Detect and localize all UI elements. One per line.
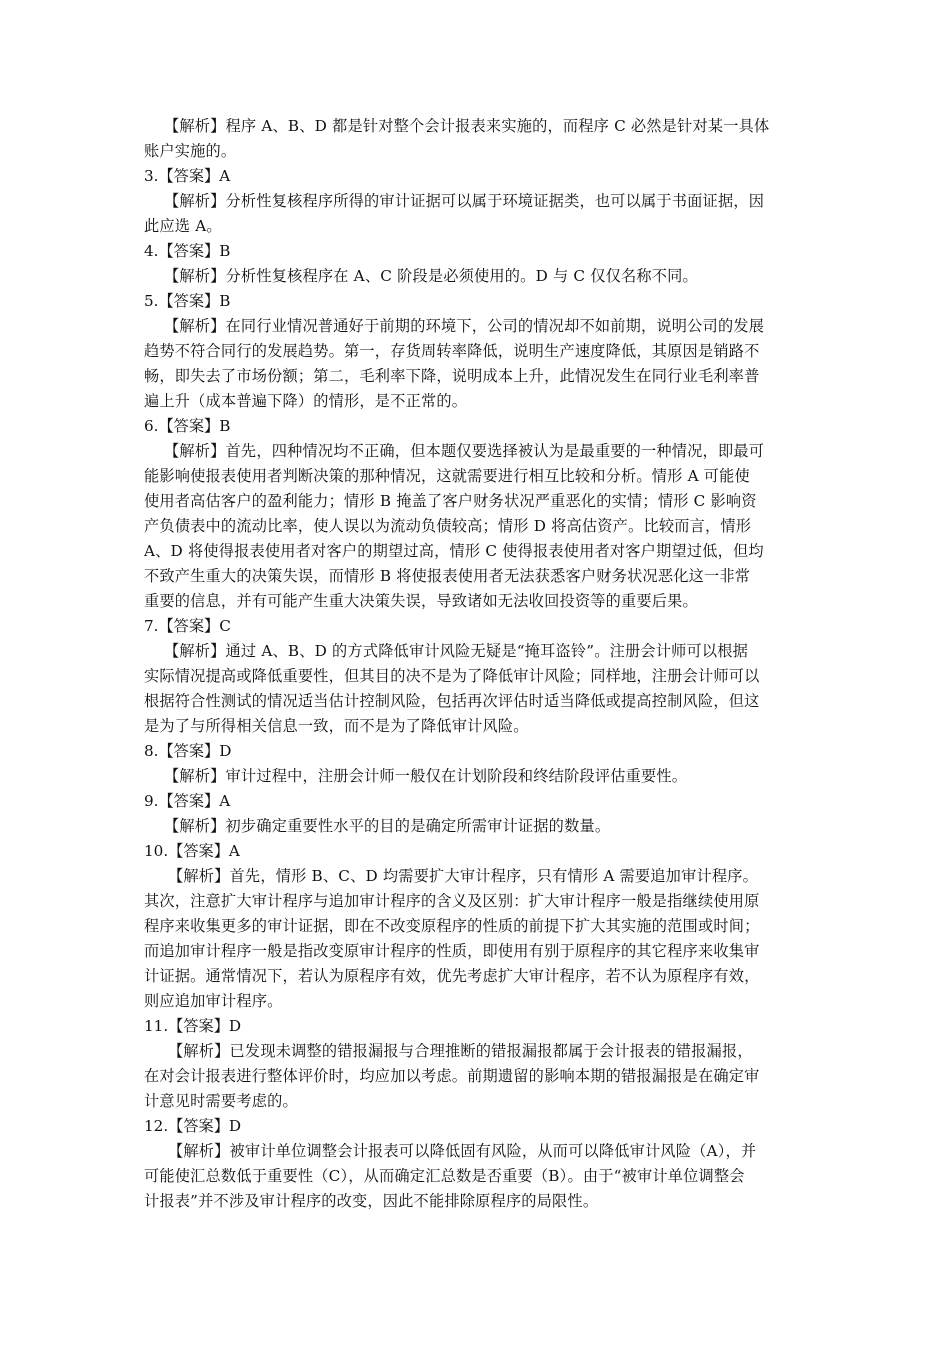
- text-line: 【解析】分析性复核程序所得的审计证据可以属于环境证据类，也可以属于书面证据，因: [164, 192, 765, 210]
- text-line: 能影响使报表使用者判断决策的那种情况，这就需要进行相互比较和分析。情形 A 可能使: [144, 467, 750, 485]
- text-line: 而追加审计程序一般是指改变原审计程序的性质，即使用有别于原程序的其它程序来收集审: [144, 942, 760, 960]
- answer-heading: 5.【答案】B: [144, 292, 231, 310]
- text-line: 【解析】被审计单位调整会计报表可以降低固有风险，从而可以降低审计风险（A），并: [168, 1142, 757, 1160]
- text-line: 此应选 A。: [144, 217, 222, 235]
- text-line: 【解析】首先，情形 B、C、D 均需要扩大审计程序，只有情形 A 需要追加审计程序。: [168, 867, 759, 885]
- answer-heading: 9.【答案】A: [144, 792, 231, 810]
- text-line: 程序来收集更多的审计证据，即在不改变原程序的性质的前提下扩大其实施的范围或时间；: [144, 917, 760, 935]
- text-line: 【解析】程序 A、B、D 都是针对整个会计报表来实施的，而程序 C 必然是针对某一具体: [164, 117, 770, 135]
- text-line: 【解析】分析性复核程序在 A、C 阶段是必须使用的。D 与 C 仅仅名称不同。: [164, 267, 698, 285]
- text-line: A、D 将使得报表使用者对客户的期望过高，情形 C 使得报表使用者对客户期望过低，但均: [144, 542, 764, 560]
- text-line: 其次，注意扩大审计程序与追加审计程序的含义及区别：扩大审计程序一般是指继续使用原: [144, 892, 760, 910]
- text-line: 计证据。通常情况下，若认为原程序有效，优先考虑扩大审计程序，若不认为原程序有效，: [144, 967, 760, 985]
- text-line: 趋势不符合同行的发展趋势。第一，存货周转率降低，说明生产速度降低，其原因是销路不: [144, 342, 760, 360]
- text-line: 在对会计报表进行整体评价时，均应加以考虑。前期遗留的影响本期的错报漏报是在确定审: [144, 1067, 760, 1085]
- text-line: 不致产生重大的决策失误，而情形 B 将使报表使用者无法获悉客户财务状况恶化这一非常: [144, 567, 751, 585]
- text-line: 计报表”并不涉及审计程序的改变，因此不能排除原程序的局限性。: [144, 1192, 599, 1210]
- text-line: 【解析】已发现未调整的错报漏报与合理推断的错报漏报都属于会计报表的错报漏报，: [168, 1042, 753, 1060]
- answer-heading: 10.【答案】A: [144, 842, 240, 860]
- text-line: 【解析】通过 A、B、D 的方式降低审计风险无疑是“掩耳盗铃”。注册会计师可以根据: [164, 642, 749, 660]
- text-line: 根据符合性测试的情况适当估计控制风险，包括再次评估时适当降低或提高控制风险，但这: [144, 692, 760, 710]
- text-line: 实际情况提高或降低重要性，但其目的决不是为了降低审计风险；同样地，注册会计师可以: [144, 667, 760, 685]
- text-line: 【解析】首先，四种情况均不正确，但本题仅要选择被认为是最重要的一种情况，即最可: [164, 442, 765, 460]
- text-line: 使用者高估客户的盈利能力；情形 B 掩盖了客户财务状况严重恶化的实情；情形 C 影响资: [144, 492, 757, 510]
- answer-heading: 12.【答案】D: [144, 1117, 242, 1135]
- answer-heading: 6.【答案】B: [144, 417, 231, 435]
- answer-heading: 11.【答案】D: [144, 1017, 242, 1035]
- text-line: 畅，即失去了市场份额；第二，毛利率下降，说明成本上升，此情况发生在同行业毛利率普: [144, 367, 760, 385]
- text-line: 计意见时需要考虑的。: [144, 1092, 298, 1110]
- text-line: 是为了与所得相关信息一致，而不是为了降低审计风险。: [144, 717, 529, 735]
- text-line: 则应追加审计程序。: [144, 992, 283, 1010]
- text-line: 遍上升（成本普遍下降）的情形，是不正常的。: [144, 392, 468, 410]
- text-line: 【解析】审计过程中，注册会计师一般仅在计划阶段和终结阶段评估重要性。: [164, 767, 688, 785]
- text-line: 【解析】在同行业情况普通好于前期的环境下，公司的情况却不如前期，说明公司的发展: [164, 317, 765, 335]
- answer-heading: 4.【答案】B: [144, 242, 231, 260]
- answer-heading: 7.【答案】C: [144, 617, 231, 635]
- text-line: 账户实施的。: [144, 142, 237, 160]
- text-line: 【解析】初步确定重要性水平的目的是确定所需审计证据的数量。: [164, 817, 611, 835]
- text-line: 可能使汇总数低于重要性（C），从而确定汇总数是否重要（B）。由于“被审计单位调整会: [144, 1167, 745, 1185]
- answer-heading: 8.【答案】D: [144, 742, 232, 760]
- answer-document: [144, 114, 812, 1214]
- text-line: 重要的信息，并有可能产生重大决策失误，导致诸如无法收回投资等的重要后果。: [144, 592, 698, 610]
- text-line: 产负债表中的流动比率，使人误以为流动负债较高；情形 D 将高估资产。比较而言，情形: [144, 517, 752, 535]
- answer-heading: 3.【答案】A: [144, 167, 231, 185]
